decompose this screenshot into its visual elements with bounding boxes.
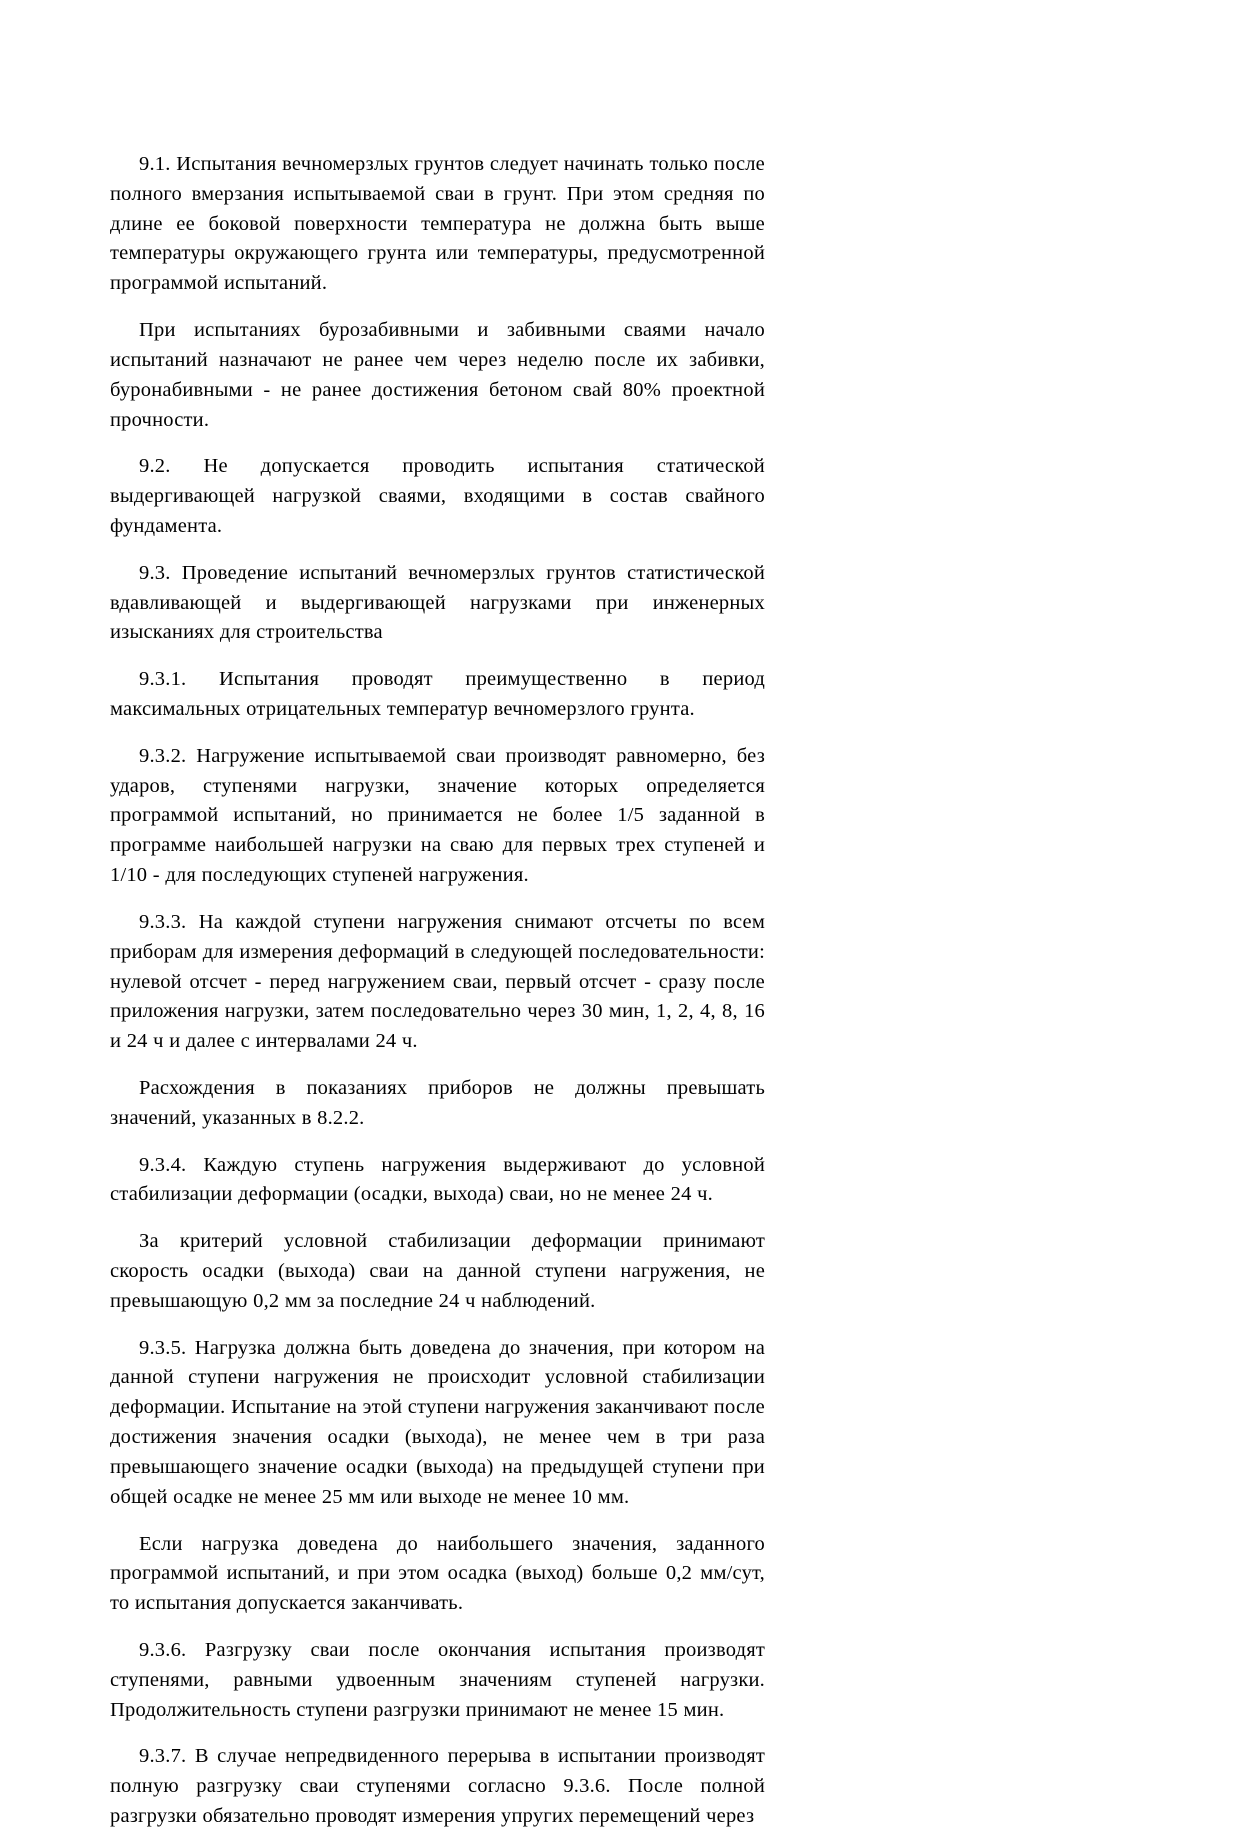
paragraph-9-1-note: При испытаниях бурозабивными и забивными сваями начало испытаний назначают не ранее чем через неделю после их забивки, буронабивными - не ранее достижения бетоном свай 80% проектной прочности. — [110, 319, 765, 431]
paragraph-9-3-4-note: За критерий условной стабилизации деформации принимают скорость осадки (выхода) сваи на данной ступени нагружения, не превышающую 0,2 мм за последние 24 ч наблюдений. — [110, 1230, 765, 1312]
paragraph-9-3-6: 9.3.6. Разгрузку сваи после окончания испытания производят ступенями, равными удвоенным значениям ступеней нагрузки. Продолжительность ступени разгрузки принимают не менее 15 мин. — [110, 1638, 765, 1721]
paragraph-9-3: 9.3. Проведение испытаний вечномерзлых грунтов статистической вдавливающей и выдергивающей нагрузками при инженерных изысканиях для строительства — [110, 561, 765, 644]
paragraph-9-3-5-note: Если нагрузка доведена до наибольшего значения, заданного программой испытаний, и при этом осадка (выход) больше 0,2 мм/сут, то испытания допускается заканчивать. — [110, 1532, 765, 1615]
paragraph-9-2: 9.2. Не допускается проводить испытания статической выдергивающей нагрузкой сваями, входящими в состав свайного фундамента. — [110, 455, 765, 537]
paragraph-9-3-3-note: Расхождения в показаниях приборов не должны превышать значений, указанных в 8.2.2. — [110, 1076, 765, 1129]
paragraph-9-1: 9.1. Испытания вечномерзлых грунтов следует начинать только после полного вмерзания испытываемой сваи в грунт. При этом средняя по длине ее боковой поверхности температура не должна быть выше температуры окружающего грунта или температуры, предусмотренной программой испытаний. — [110, 153, 765, 295]
paragraph-9-3-2: 9.3.2. Нагружение испытываемой сваи производят равномерно, без ударов, ступенями нагрузки, значение которых определяется программой испытаний, но принимается не более 1/5 заданной в программе наибольшей нагрузки на сваю для первых трех ступеней и 1/10 - для последующих ступеней нагружения. — [110, 744, 765, 887]
paragraph-9-3-1: 9.3.1. Испытания проводят преимущественно в период максимальных отрицательных температур вечномерзлого грунта. — [110, 668, 765, 720]
paragraph-9-3-7: 9.3.7. В случае непредвиденного перерыва в испытании производят полную разгрузку сваи ступенями согласно 9.3.6. После полной разгрузки обязательно проводят измерения упругих перемещений через — [110, 1745, 765, 1827]
paragraph-9-3-4: 9.3.4. Каждую ступень нагружения выдерживают до условной стабилизации деформации (осадки, выхода) сваи, но не менее 24 ч. — [110, 1153, 765, 1206]
paragraph-9-3-5: 9.3.5. Нагрузка должна быть доведена до значения, при котором на данной ступени нагружения не происходит условной стабилизации деформации. Испытание на этой ступени нагружения заканчивают после достижения значения осадки (выхода), не менее чем в три раза превышающего значение осадки (выхода) на предыдущей ступени при общей осадке не менее 25 мм или выходе не менее 10 мм. — [110, 1336, 765, 1508]
document-text-body — [110, 150, 765, 1832]
paragraph-9-3-3: 9.3.3. На каждой ступени нагружения снимают отсчеты по всем приборам для измерения деформаций в следующей последовательности: нулевой отсчет - перед нагружением сваи, первый отсчет - сразу после приложения нагрузки, затем последовательно через 30 мин, 1, 2, 4, 8, 16 и 24 ч и далее с интервалами 24 ч. — [110, 910, 765, 1053]
